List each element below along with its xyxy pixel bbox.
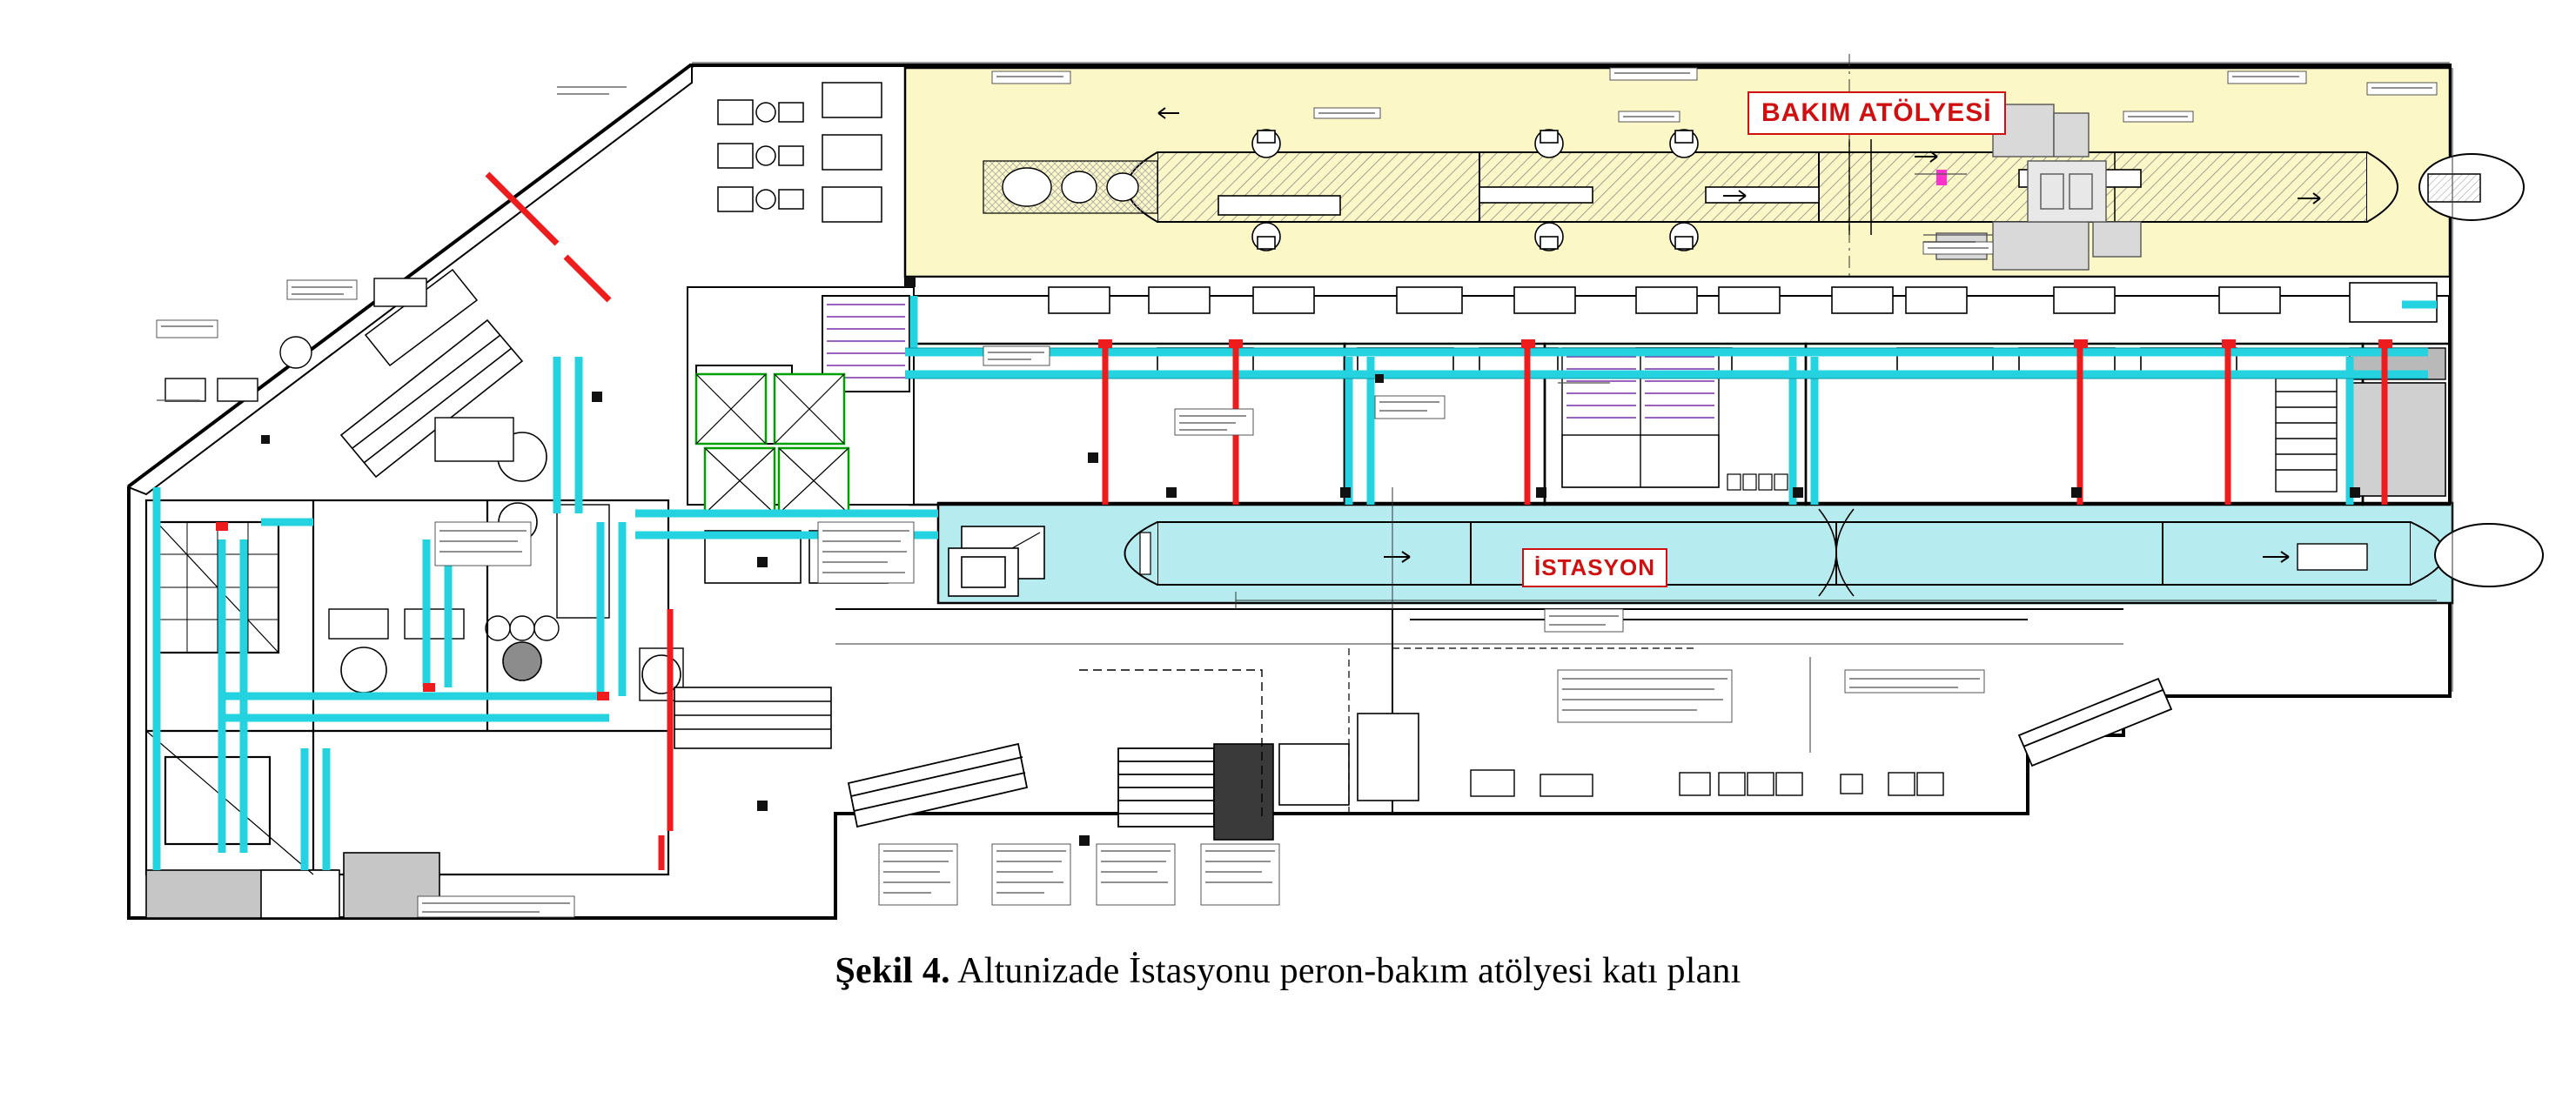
caption-label: Şekil 4. [835,951,950,991]
accent-marker [1936,170,1947,185]
platform-zone [938,503,2543,603]
caption-text: Altunizade İstasyonu peron-bakım atölyesi katı planı [949,951,1741,991]
workshop-zone [718,54,2524,287]
figure-caption [0,950,2576,992]
workshop-room-label: BAKIM ATÖLYESİ [1748,91,2006,135]
station-room-label: İSTASYON [1522,548,1667,587]
